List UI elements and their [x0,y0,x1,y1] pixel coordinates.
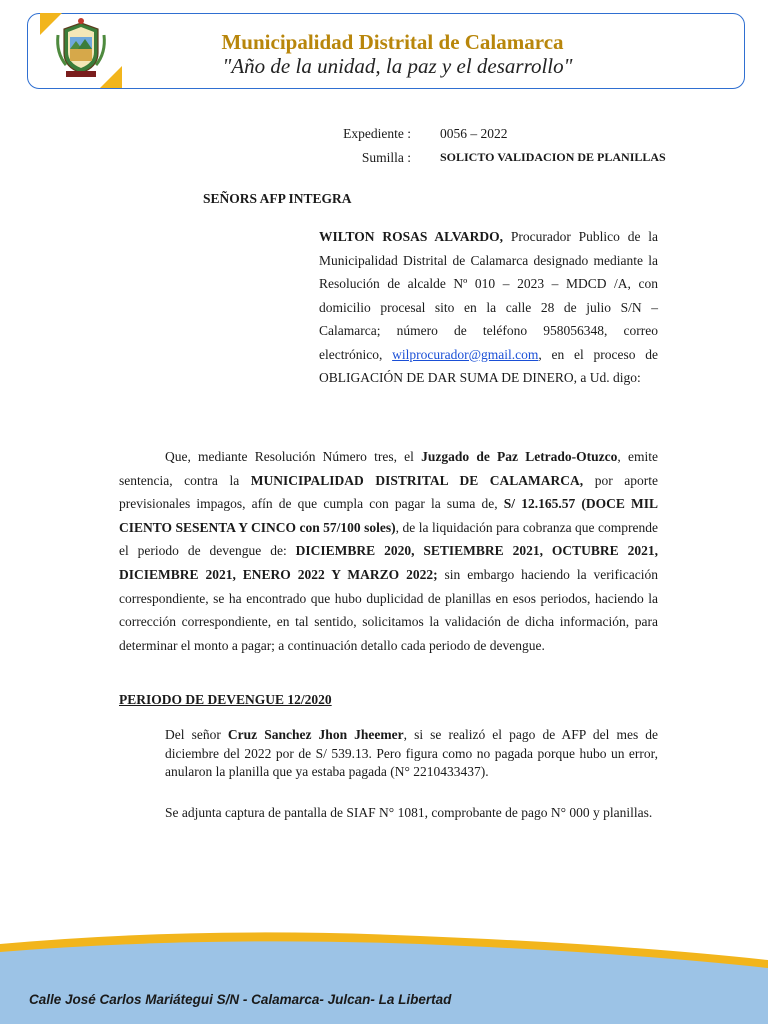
addressee: SEÑORS AFP INTEGRA [203,191,352,206]
main-paragraph [119,445,658,657]
municipality-name: MUNICIPALIDAD DISTRITAL DE CALAMARCA, [250,472,584,488]
periods: DICIEMBRE 2020, SETIEMBRE 2021, OCTUBRE 2021, DICIEMBRE 2021, ENERO 2022 Y MARZO 2022; [119,543,658,582]
intro-text-b: , en el proceso de OBLIGACIÓN DE DAR SUMA DE DINERO, a Ud. digo: [319,346,658,385]
sumilla-label: Sumilla : [361,150,411,165]
main-text-3: por aporte previsionales impagos, afín de que cumpla con pagar la suma de, [119,472,658,512]
note-paragraph-2: Se adjunta captura de pantalla de SIAF N° 1081, comprobante de pago N° 000 y planillas. [165,805,653,820]
main-text-1: Que, mediante Resolución Número tres, el [165,449,422,464]
section-title: PERIODO DE DEVENGUE 12/2020 [119,692,332,707]
intro-text-a: Procurador Publico de la Municipalidad Distrital de Calamarca designado mediante la Resolución de alcalde Nº 010 – 2023 – MDCD /A, con domicilio procesal sito en la calle 28 de julio S/N – Calamarca; número de teléfono 958056348, correo electrónico, [319,229,658,362]
email-link[interactable]: wilprocurador@gmail.com [392,346,539,362]
municipality-title: Municipalidad Distrital de Calamarca [221,30,564,54]
attorney-name: WILTON ROSAS ALVARDO, [319,229,504,244]
main-text-2: , emite sentencia, contra la [119,449,658,488]
note1-text-b: , si se realizó el pago de AFP del mes de diciembre del 2022 por de S/ 539.13. Pero figura como no pagada porque hubo un error, anularon la planilla que ya estaba pagada (N° 2210433437). [165,727,659,779]
main-text-4: , de la liquidación para cobranza que comprende el periodo de devengue de: [119,519,658,559]
note-paragraph-1 [165,726,658,782]
sumilla-value: SOLICTO VALIDACION DE PLANILLAS [440,150,666,164]
expediente-label: Expediente : [343,126,411,141]
court-name: Juzgado de Paz Letrado-Otuzco [421,449,618,464]
year-motto: "Año de la unidad, la paz y el desarrollo" [222,54,573,78]
note1-text-a: Del señor [165,727,228,742]
employee-name: Cruz Sanchez Jhon Jheemer [227,727,404,742]
amount: S/ 12.165.57 (DOCE MIL CIENTO SESENTA Y CINCO con 57/100 soles) [119,496,659,535]
footer-address: Calle José Carlos Mariátegui S/N - Calamarca- Julcan- La Libertad [29,992,452,1007]
intro-paragraph [319,225,658,390]
expediente-value: 0056 – 2022 [440,126,508,141]
main-text-5: sin embargo haciendo la verificación correspondiente, se ha encontrado que hubo duplicidad de planillas en esos periodos, haciendo la corrección correspondiente, en tal sentido, solicitamos la validación de dicha información, para determinar el monto a pagar; a continuación detallo cada periodo de devengue. [119,566,658,653]
footer-wave-decoration [0,930,768,1024]
